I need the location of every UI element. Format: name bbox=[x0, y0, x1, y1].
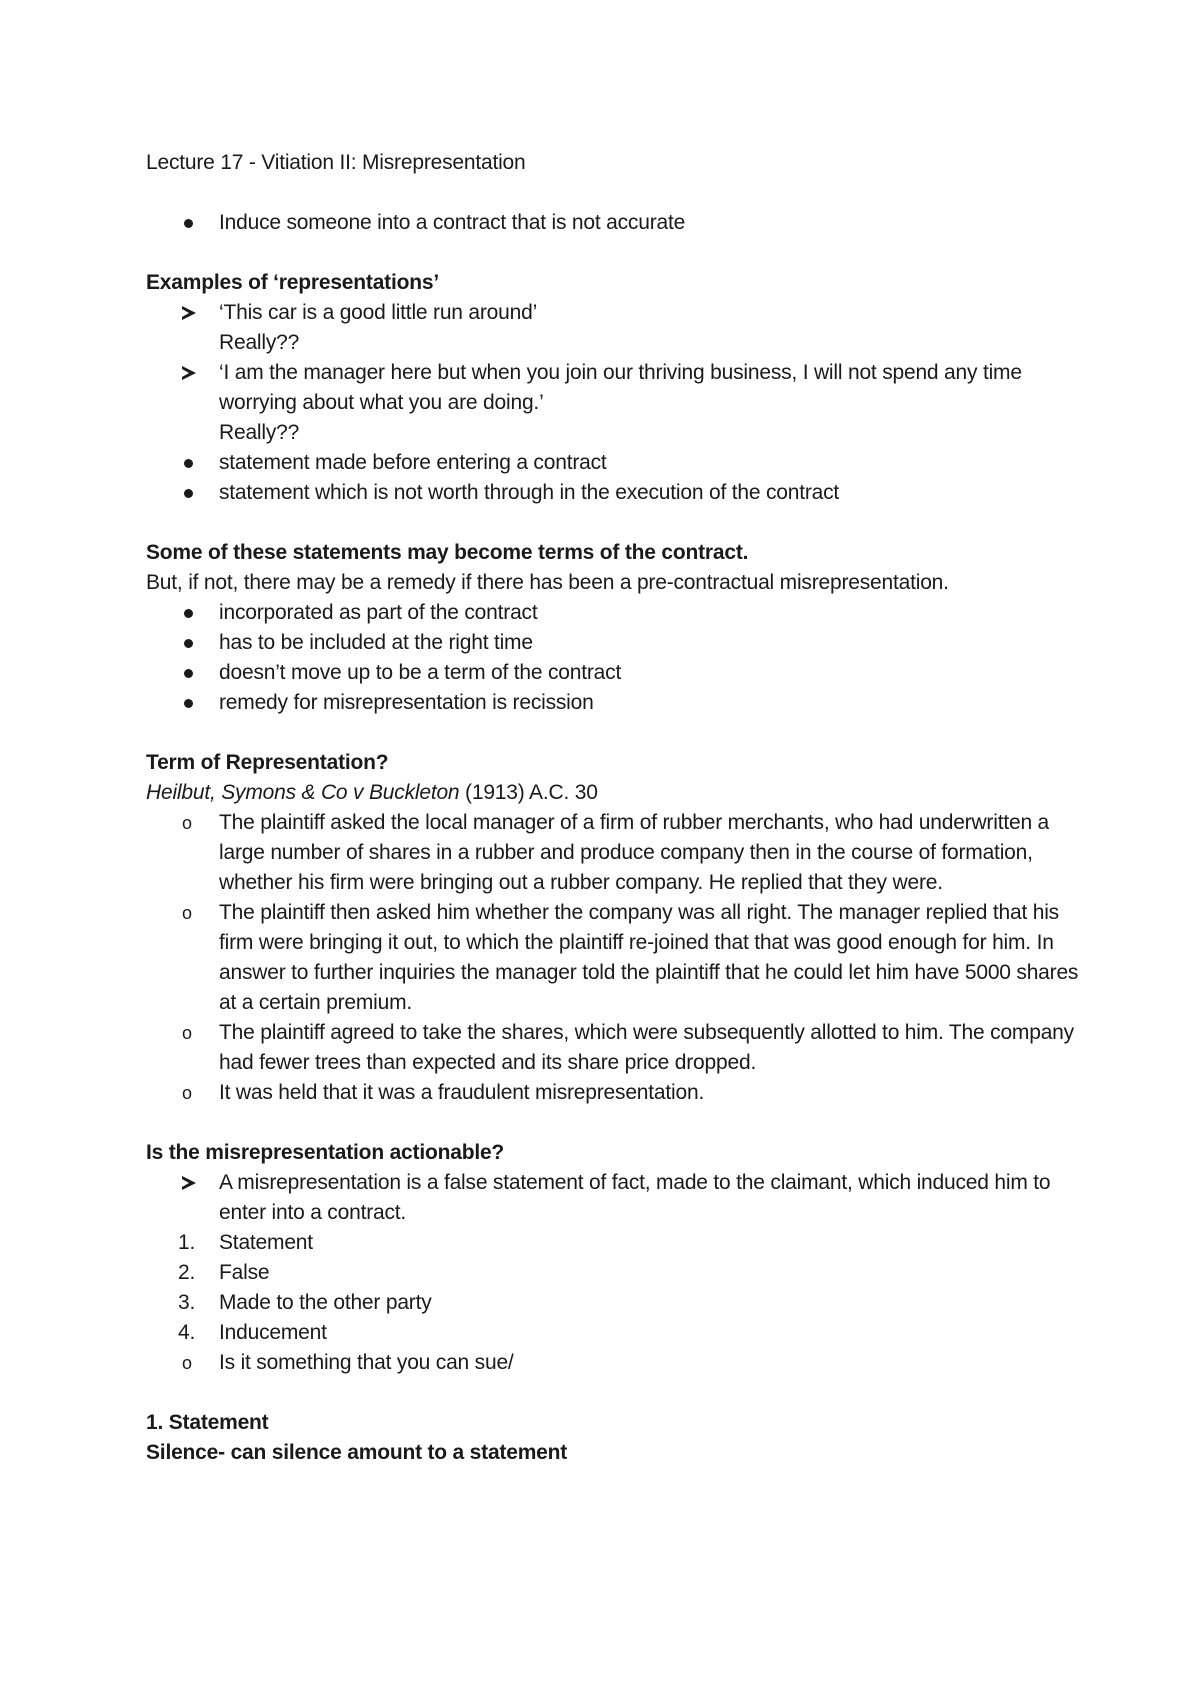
list-item bbox=[146, 1258, 1096, 1288]
example-bullet-2: statement which is not worth through in the execution of the contract bbox=[219, 481, 840, 504]
case-point-1: The plaintiff asked the local manager of a firm of rubber merchants, who had underwritten a large number of shares in a rubber and produce company then in the course of formation, whether his firm were bringing out a rubber company. He replied that they were. bbox=[219, 811, 1050, 894]
silence-heading: Silence- can silence amount to a statement bbox=[146, 1441, 568, 1464]
case-point-3: The plaintiff agreed to take the shares, which were subsequently allotted to him. The company had fewer trees than expected and its share price dropped. bbox=[219, 1021, 1074, 1074]
case-name: Heilbut, Symons & Co v Buckleton bbox=[146, 781, 460, 804]
terms-bullet: doesn’t move up to be a term of the contract bbox=[219, 661, 622, 684]
list-item bbox=[146, 358, 1096, 418]
list-item bbox=[146, 1288, 1096, 1318]
really-note-1: Really?? bbox=[219, 331, 300, 354]
document-page bbox=[146, 148, 1096, 1468]
case-point-4: It was held that it was a fraudulent misrepresentation. bbox=[219, 1081, 705, 1104]
spacer bbox=[146, 238, 1096, 268]
list-item bbox=[146, 628, 1096, 658]
sue-question: Is it something that you can sue/ bbox=[219, 1351, 514, 1374]
list-item bbox=[146, 1228, 1096, 1258]
circle-bullet-icon: o bbox=[182, 903, 192, 923]
list-item bbox=[146, 1318, 1096, 1348]
list-item bbox=[146, 1348, 1096, 1378]
list-number: 2. bbox=[178, 1261, 196, 1284]
list-item bbox=[146, 448, 1096, 478]
list-item bbox=[146, 208, 1096, 238]
list-item bbox=[146, 1078, 1096, 1108]
circle-bullet-icon: o bbox=[182, 813, 192, 833]
numbered-item-text: Inducement bbox=[219, 1321, 327, 1344]
list-item bbox=[146, 598, 1096, 628]
circle-bullet-icon: o bbox=[182, 1023, 192, 1043]
term-or-rep-heading: Term of Representation? bbox=[146, 751, 389, 774]
intro-bullet-text: Induce someone into a contract that is not accurate bbox=[219, 211, 686, 234]
list-number: 4. bbox=[178, 1321, 196, 1344]
list-item bbox=[146, 1018, 1096, 1078]
circle-bullet-icon: o bbox=[182, 1083, 192, 1103]
terms-heading: Some of these statements may become terms of the contract. bbox=[146, 541, 749, 564]
really-note-2: Really?? bbox=[219, 421, 300, 444]
terms-bullet: has to be included at the right time bbox=[219, 631, 533, 654]
case-point-2: The plaintiff then asked him whether the company was all right. The manager replied that his firm were bringing it out, to which the plaintiff re-joined that that was good enough for him. In answer to further inquiries the manager told the plaintiff that he could let him have 5000 shares at a certain premium. bbox=[219, 901, 1079, 1014]
list-item bbox=[146, 1168, 1096, 1228]
spacer bbox=[146, 718, 1096, 748]
example-quote-2: ‘I am the manager here but when you join our thriving business, I will not spend any time worrying about what you are doing.’ bbox=[219, 361, 1022, 414]
statement-heading: 1. Statement bbox=[146, 1411, 269, 1434]
terms-bullet: incorporated as part of the contract bbox=[219, 601, 538, 624]
spacer bbox=[146, 178, 1096, 208]
list-item bbox=[146, 298, 1096, 328]
numbered-item-text: Statement bbox=[219, 1231, 313, 1254]
numbered-item-text: Made to the other party bbox=[219, 1291, 432, 1314]
list-number: 3. bbox=[178, 1291, 196, 1314]
list-item bbox=[146, 898, 1096, 1018]
spacer bbox=[146, 1378, 1096, 1408]
case-cite: (1913) A.C. 30 bbox=[459, 781, 598, 804]
numbered-item-text: False bbox=[219, 1261, 270, 1284]
list-item bbox=[146, 808, 1096, 898]
examples-heading: Examples of ‘representations’ bbox=[146, 271, 439, 294]
list-number: 1. bbox=[178, 1231, 196, 1254]
page-title: Lecture 17 - Vitiation II: Misrepresentation bbox=[146, 151, 526, 174]
terms-subtext: But, if not, there may be a remedy if there has been a pre-contractual misrepresentation. bbox=[146, 571, 949, 594]
list-item bbox=[146, 688, 1096, 718]
list-item bbox=[146, 478, 1096, 508]
example-quote-1: ‘This car is a good little run around’ bbox=[219, 301, 538, 324]
spacer bbox=[146, 1108, 1096, 1138]
actionable-heading: Is the misrepresentation actionable? bbox=[146, 1141, 505, 1164]
actionable-definition: A misrepresentation is a false statement of fact, made to the claimant, which induced him to enter into a contract. bbox=[219, 1171, 1051, 1224]
terms-bullet: remedy for misrepresentation is recission bbox=[219, 691, 594, 714]
circle-bullet-icon: o bbox=[182, 1353, 192, 1373]
example-bullet-1: statement made before entering a contract bbox=[219, 451, 607, 474]
list-item bbox=[146, 658, 1096, 688]
case-citation bbox=[146, 778, 1096, 808]
spacer bbox=[146, 508, 1096, 538]
